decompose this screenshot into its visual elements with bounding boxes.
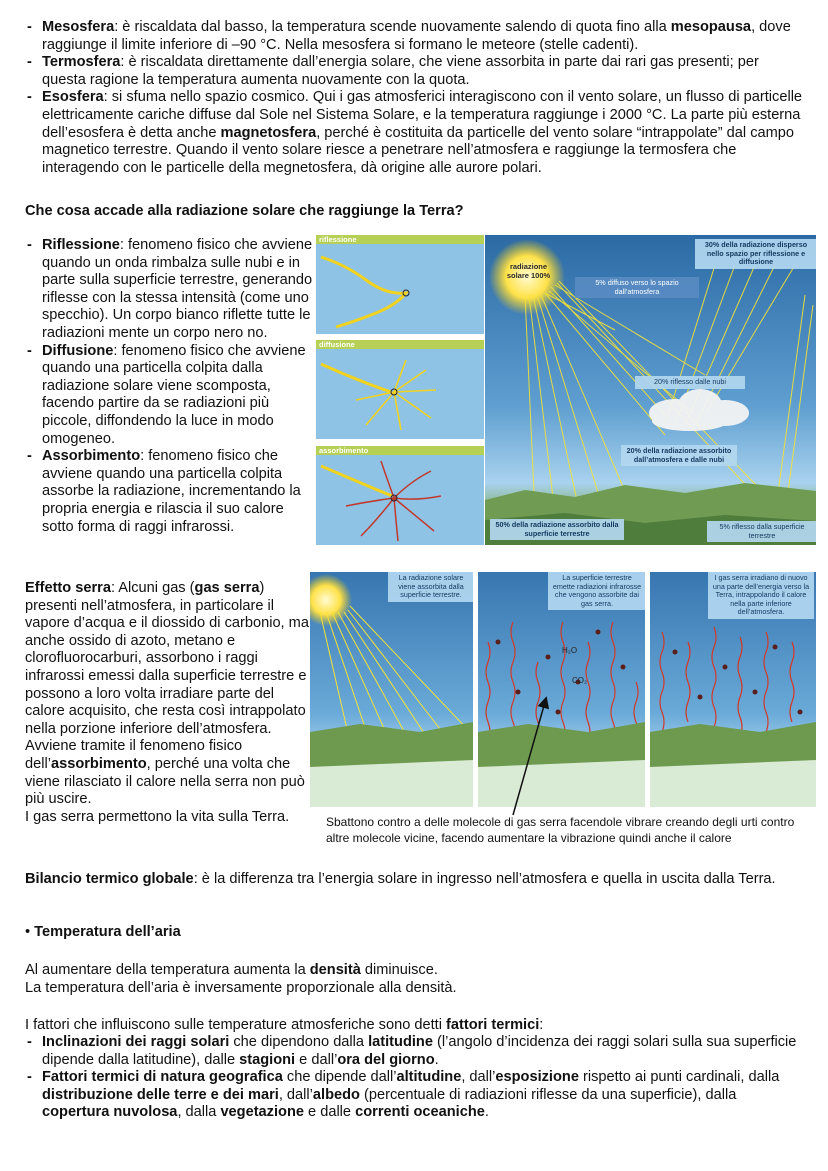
list-item: - Fattori termici di natura geografica che dipende dall’altitudine, dall’esposizione rispetto ai punti cardinali, dalla distribuzione delle terre e dei mari, dall’albedo (percentuale di radiazioni riflesse da una superficie), dalla copertura nuvolosa, dalla vegetazione e dalle correnti oceaniche. xyxy=(25,1069,805,1122)
h2o-label: H₂O xyxy=(562,646,578,655)
thermal-factors-list xyxy=(25,1034,805,1122)
list-item: - Riflessione: fenomeno fisico che avviene quando un onda rimbalza sulle nubi e in parte sulla superficie terrestre, generando riflesse con la stessa intensità (come uno specchio). Un corpo bianco riflette tutte le radiazioni mente un corpo nero no. xyxy=(25,237,315,343)
absorption-panel xyxy=(316,446,484,545)
factors-intro: I fattori che influiscono sulle temperature atmosferiche sono detti fattori termici: xyxy=(25,1017,544,1033)
label-20-clouds: 20% riflesso dalle nubi xyxy=(635,376,745,389)
greenhouse-panel-3 xyxy=(650,572,816,807)
greenhouse-definition: Effetto serra: Alcuni gas (gas serra) presenti nell’atmosfera, in particolare il vapore d’acqua e il diossido di carbonio, ma anche ossido di azoto, metano e clorofluorocarburi, assorbono i raggi infrarossi emessi dalla superficie terrestre e possono a loro volta irradiare parte del calore acquisito, che resta così intrappolato nella porzione inferiore dell’atmosfera. xyxy=(25,580,309,737)
solar-rays-drawing xyxy=(310,572,473,807)
molecule-pointer-arrow xyxy=(505,690,565,820)
sun-label: radiazione solare 100% xyxy=(506,262,551,280)
density-line-1: Al aumentare della temperatura aumenta la densità diminuisce. xyxy=(25,962,438,978)
label-20-absorbed: 20% della radiazione assorbito dall’atmosfera e dalle nubi xyxy=(621,445,737,466)
phenomena-list xyxy=(25,237,315,536)
greenhouse-box-3: I gas serra irradiano di nuovo una parte dell’energia verso la Terra, intrappolando il calore nella parte inferiore dell’atmosfera. xyxy=(708,572,814,619)
greenhouse-paragraph xyxy=(25,580,309,826)
diffusion-panel xyxy=(316,340,484,439)
label-5-space: 5% diffuso verso lo spazio dall’atmosfera xyxy=(575,277,699,298)
label-30-percent: 30% della radiazione disperso nello spazio per riflessione e diffusione xyxy=(695,239,816,269)
reflection-diagram xyxy=(316,235,484,334)
label-5-ground: 5% riflesso dalla superficie terrestre xyxy=(707,521,816,542)
list-item: - Assorbimento: fenomeno fisico che avviene quando una particella colpita assorbe la radiazione, incrementando la propria energia e rilascia il suo calore sotto forma di raggi infrarossi. xyxy=(25,448,315,536)
diffusion-diagram xyxy=(316,340,484,439)
bullet: • xyxy=(25,924,31,940)
greenhouse-panel-1 xyxy=(310,572,473,807)
section-heading-radiation: Che cosa accade alla radiazione solare che raggiunge la Terra? xyxy=(25,203,464,219)
reflection-panel xyxy=(316,235,484,334)
label-50-ground: 50% della radiazione assorbito dalla superficie terrestre xyxy=(490,519,624,540)
greenhouse-box-2: La superficie terrestre emette radiazioni infrarosse che vengono assorbite dai gas serra. xyxy=(548,572,645,610)
energy-budget-illustration xyxy=(485,235,816,545)
panel-label: riflessione xyxy=(319,235,357,244)
density-paragraph xyxy=(25,962,805,997)
greenhouse-absorption: Avviene tramite il fenomeno fisico dell’assorbimento, perché una volta che viene rilasciato il calore nella serra non può più uscire. xyxy=(25,738,305,808)
list-item: - Inclinazioni dei raggi solari che dipendono dalla latitudine (l’angolo d’incidenza dei raggi solari sulla sua superficie dipende dalla latitudine), dalle stagioni e dall’ora del giorno. xyxy=(25,1034,805,1069)
greenhouse-box-1: La radiazione solare viene assorbita dalla superficie terrestre. xyxy=(388,572,473,602)
list-item: - Termosfera: è riscaldata direttamente dall’energia solare, che viene assorbita in parte dai rari gas presenti; per questa ragione la temperatura aumenta nuovamente con la quota. xyxy=(25,54,805,89)
density-line-2: La temperatura dell’aria è inversamente proporzionale alla densità. xyxy=(25,979,457,996)
atmosphere-layer-list xyxy=(25,19,805,177)
panel-label: diffusione xyxy=(319,340,355,349)
list-item: - Diffusione: fenomeno fisico che avviene quando una particella colpita dalla radiazione solare viene scomposta, facendo partire da se radiazioni più piccole, diffondendo la luce in modo omogeneo. xyxy=(25,343,315,449)
thermal-balance: Bilancio termico globale: è la differenza tra l’energia solare in ingresso nell’atmosfera e quella in uscita dalla Terra. xyxy=(25,871,776,887)
list-item: - Esosfera: si sfuma nello spazio cosmico. Qui i gas atmosferici interagiscono con il vento solare, un flusso di particelle elettricamente cariche diffuse dal Sole nel Sistema Solare, e la temperatura raggiunge i 2000 °C. La parte più esterna dell’esosfera è detta anche magnetosfera, perché è costituita da particelle del vento solare “intrappolate” dal campo magnetico terrestre. Quando il vento solare riesce a penetrare nell’atmosfera e raggiunge la termosfera che interagendo con le particelle della megnetosfera, dà origine alle aurore polari. xyxy=(25,89,805,177)
co2-label: CO₂ xyxy=(572,676,588,685)
panel-label: assorbimento xyxy=(319,446,369,455)
section-heading-temperature: • Temperatura dell’aria xyxy=(25,924,181,940)
list-item: - Mesosfera: è riscaldata dal basso, la temperatura scende nuovamente salendo di quota fino alla mesopausa, dove raggiunge il limite inferiore di –90 °C. Nella mesosfera si formano le meteore (stelle cadenti). xyxy=(25,19,805,54)
greenhouse-life: I gas serra permettono la vita sulla Terra. xyxy=(25,808,290,825)
absorption-diagram xyxy=(316,446,484,545)
figure-caption: Sbattono contro a delle molecole di gas serra facendole vibrare creando degli urti contro altre molecole vicine, facendo aumentare la vibrazione quindi anche il calore xyxy=(326,815,795,845)
